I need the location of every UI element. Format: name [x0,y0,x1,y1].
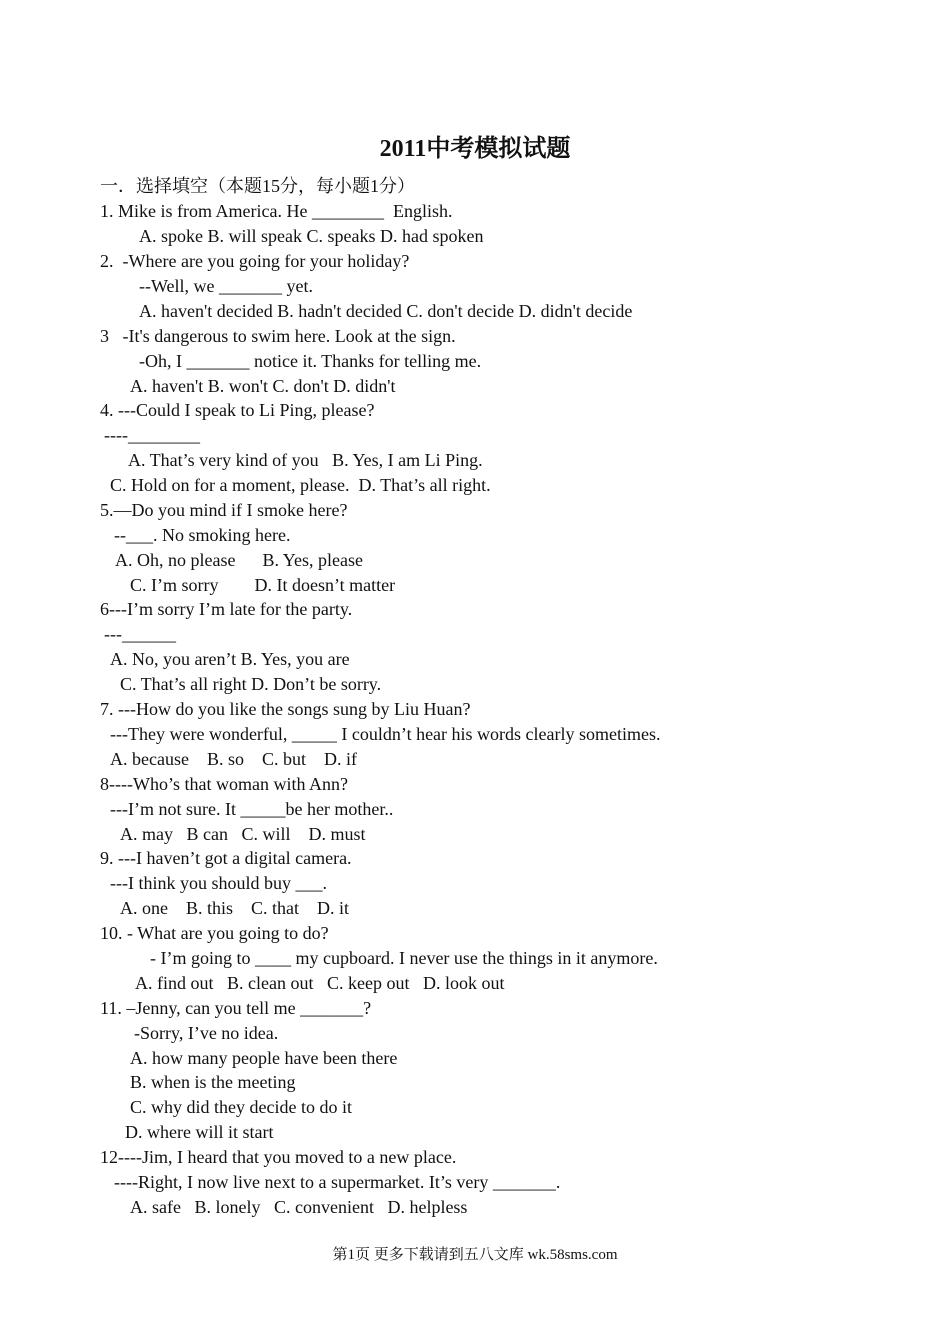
question-3-reply: -Oh, I _______ notice it. Thanks for telling me. [139,351,482,371]
question-7-options: A. because B. so C. but D. if [110,749,357,769]
question-11-option-c: C. why did they decide to do it [130,1097,352,1117]
question-11-option-d: D. where will it start [125,1122,274,1142]
question-8-reply: ---I’m not sure. It _____be her mother.. [110,799,394,819]
question-11-reply: -Sorry, I’ve no idea. [134,1023,279,1043]
question-5-options-ab: A. Oh, no please B. Yes, please [115,550,363,570]
question-8-options: A. may B can C. will D. must [120,824,366,844]
question-12-reply: ----Right, I now live next to a supermarket. It’s very _______. [114,1172,561,1192]
page-title: 2011中考模拟试题 [379,136,571,162]
question-6-reply: ---______ [104,624,176,644]
question-6-options-ab: A. No, you aren’t B. Yes, you are [110,649,350,669]
question-9-reply: ---I think you should buy ___. [110,873,327,893]
question-8-stem: 8----Who’s that woman with Ann? [100,774,348,794]
question-3-options: A. haven't B. won't C. don't D. didn't [130,376,396,396]
question-10-options: A. find out B. clean out C. keep out D. look out [135,973,505,993]
question-4-options-cd: C. Hold on for a moment, please. D. That’s all right. [110,475,491,495]
question-4-reply: ----________ [104,425,200,445]
question-6-stem: 6---I’m sorry I’m late for the party. [100,599,353,619]
question-2-reply: --Well, we _______ yet. [139,276,314,296]
question-9-options: A. one B. this C. that D. it [120,898,349,918]
question-5-stem: 5.—Do you mind if I smoke here? [100,500,348,520]
question-2-options: A. haven't decided B. hadn't decided C. don't decide D. didn't decide [139,301,633,321]
question-6-options-cd: C. That’s all right D. Don’t be sorry. [120,674,382,694]
question-1-stem: 1. Mike is from America. He ________ English. [100,201,453,221]
question-11-option-a: A. how many people have been there [130,1048,398,1068]
question-3-stem: 3 -It's dangerous to swim here. Look at the sign. [100,326,456,346]
question-11-option-b: B. when is the meeting [130,1072,296,1092]
section-heading: 一．选择填空（本题15分，每小题1分） [100,176,415,196]
question-10-reply: - I’m going to ____ my cupboard. I never use the things in it anymore. [150,948,658,968]
question-10-stem: 10. - What are you going to do? [100,923,329,943]
question-7-reply: ---They were wonderful, _____ I couldn’t hear his words clearly sometimes. [110,724,661,744]
question-1-options: A. spoke B. will speak C. speaks D. had spoken [139,226,484,246]
question-11-stem: 11. –Jenny, can you tell me _______? [100,998,372,1018]
page-footer: 第1页 更多下载请到五八文库 wk.58sms.com [332,1247,618,1263]
question-4-stem: 4. ---Could I speak to Li Ping, please? [100,400,375,420]
question-5-options-cd: C. I’m sorry D. It doesn’t matter [130,575,396,595]
question-4-options-ab: A. That’s very kind of you B. Yes, I am Li Ping. [128,450,483,470]
question-7-stem: 7. ---How do you like the songs sung by Liu Huan? [100,699,471,719]
question-12-options: A. safe B. lonely C. convenient D. helpless [130,1197,468,1217]
question-12-stem: 12----Jim, I heard that you moved to a new place. [100,1147,457,1167]
question-2-stem: 2. -Where are you going for your holiday? [100,251,410,271]
question-9-stem: 9. ---I haven’t got a digital camera. [100,848,352,868]
question-5-reply: --___. No smoking here. [114,525,291,545]
